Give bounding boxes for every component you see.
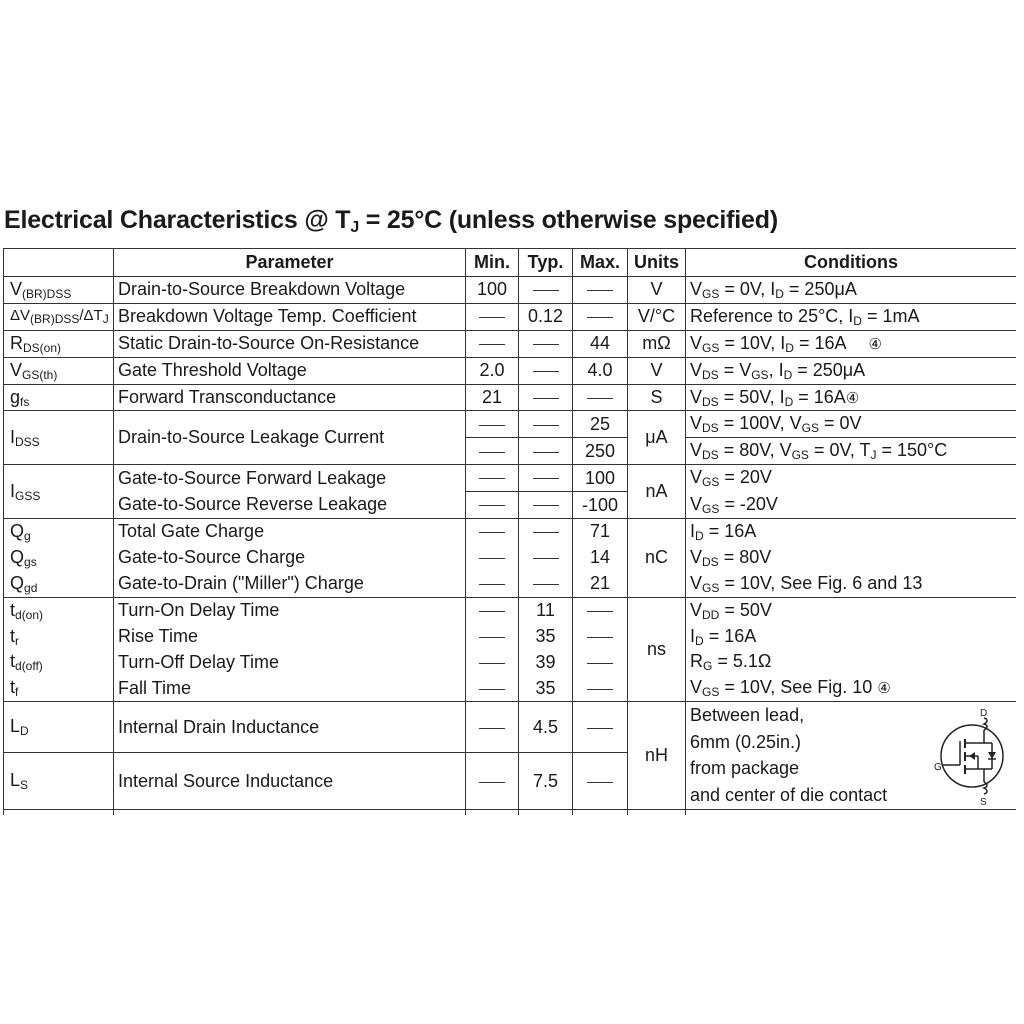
typ-cell: [519, 384, 573, 411]
table-row: [4, 545, 1017, 571]
footnote-4-icon: ④: [868, 335, 882, 353]
typ-cell: 35: [519, 624, 573, 650]
max-cell: [573, 624, 628, 650]
max-cell: [573, 753, 628, 810]
min-cell: [466, 702, 519, 753]
parameter-cell: Gate-to-Drain ("Miller") Charge: [114, 571, 466, 597]
svg-text:G: G: [934, 762, 942, 774]
symbol-cell: $t_{d(on)}$: [4, 597, 114, 623]
max-cell: 71: [573, 519, 628, 545]
typ-cell: [519, 571, 573, 597]
table-row: [4, 357, 1017, 384]
footnote-4-icon: ④: [877, 680, 891, 698]
min-cell: [466, 438, 519, 465]
parameter-cell: Internal Drain Inductance: [114, 702, 466, 753]
typ-cell: 7.5: [519, 753, 573, 810]
max-cell: [573, 649, 628, 675]
table-header-row: [4, 249, 1017, 277]
parameter-cell: Turn-Off Delay Time: [114, 649, 466, 675]
units-cell: V: [628, 357, 686, 384]
symbol-cell: $Q_{gd}$: [4, 571, 114, 597]
symbol-cell: $L_D$: [4, 702, 114, 753]
parameter-cell: Internal Source Inductance: [114, 753, 466, 810]
table-row: [4, 384, 1017, 411]
svg-text:S: S: [980, 797, 987, 807]
conditions-cell: [686, 702, 1017, 810]
inductance-conditions: Between lead, 6mm (0.25in.) from package and center of die contact: [690, 705, 888, 805]
conditions-cell: $V_{GS} = 20V$: [686, 465, 1017, 492]
electrical-characteristics-table: [3, 248, 1016, 815]
min-cell: [466, 649, 519, 675]
table-row-cut-off: [4, 810, 1017, 815]
symbol-cell: $I_{DSS}$: [4, 411, 114, 465]
header-conditions: Conditions: [686, 249, 1017, 277]
conditions-cell: Reference to 25°C, $I_D = 1mA$: [686, 303, 1017, 330]
min-cell: [466, 330, 519, 357]
symbol-cell: $V_{(BR)DSS}$: [4, 277, 114, 304]
typ-cell: [519, 492, 573, 519]
min-cell: 100: [466, 277, 519, 304]
symbol-cell: $R_{DS(on)}$: [4, 330, 114, 357]
conditions-cell: $V_{DS} = V_{GS}$, $I_D = 250\mu A$: [686, 357, 1017, 384]
symbol-cell: $t_f$: [4, 675, 114, 701]
typ-cell: 11: [519, 597, 573, 623]
header-units: Units: [628, 249, 686, 277]
conditions-cell: $V_{DS} = 50V$, $I_D$ = 16A④: [686, 384, 1017, 411]
symbol-cell: $Q_g$: [4, 519, 114, 545]
max-cell: 4.0: [573, 357, 628, 384]
conditions-cell: $V_{GS} = 0V$, $I_D = 250\mu A$: [686, 277, 1017, 304]
conditions-cell: $V_{DS} = 100V$, $V_{GS} = 0V$: [686, 411, 1017, 438]
typ-cell: [519, 465, 573, 492]
symbol-cell: $L_S$: [4, 753, 114, 810]
table-row: [4, 519, 1017, 545]
header-max: Max.: [573, 249, 628, 277]
units-cell: nH: [628, 702, 686, 810]
min-cell: [466, 411, 519, 438]
parameter-cell: Forward Transconductance: [114, 384, 466, 411]
units-cell: V: [628, 277, 686, 304]
min-cell: [466, 624, 519, 650]
typ-cell: [519, 411, 573, 438]
parameter-cell: Gate Threshold Voltage: [114, 357, 466, 384]
symbol-cell: $I_{GSS}$: [4, 465, 114, 519]
max-cell: 44: [573, 330, 628, 357]
parameter-cell: Fall Time: [114, 675, 466, 701]
min-cell: [466, 545, 519, 571]
max-cell: 100: [573, 465, 628, 492]
header-parameter: Parameter: [114, 249, 466, 277]
min-cell: [466, 675, 519, 701]
min-cell: [466, 465, 519, 492]
max-cell: 14: [573, 545, 628, 571]
typ-cell: [519, 330, 573, 357]
table-row: [4, 624, 1017, 650]
table-row: [4, 571, 1017, 597]
conditions-cell: $I_D = 16A$: [686, 519, 1017, 545]
min-cell: [466, 303, 519, 330]
typ-cell: 0.12: [519, 303, 573, 330]
parameter-cell: Turn-On Delay Time: [114, 597, 466, 623]
typ-cell: [519, 545, 573, 571]
parameter-cell: Gate-to-Source Reverse Leakage: [114, 492, 466, 519]
conditions-cell: $I_D = 16A$: [686, 624, 1017, 650]
header-typ: Typ.: [519, 249, 573, 277]
conditions-cell: $V_{DS} = 80V$: [686, 545, 1017, 571]
parameter-cell: Gate-to-Source Charge: [114, 545, 466, 571]
min-cell: [466, 753, 519, 810]
footnote-4-icon: ④: [845, 389, 860, 407]
parameter-cell: Drain-to-Source Leakage Current: [114, 411, 466, 465]
parameter-cell: Total Gate Charge: [114, 519, 466, 545]
units-cell: S: [628, 384, 686, 411]
parameter-cell: Static Drain-to-Source On-Resistance: [114, 330, 466, 357]
header-min: Min.: [466, 249, 519, 277]
max-cell: [573, 597, 628, 623]
max-cell: [573, 675, 628, 701]
symbol-cell: $\Delta V_{(BR)DSS}/\Delta T_J$: [4, 303, 114, 330]
typ-cell: 39: [519, 649, 573, 675]
typ-cell: 35: [519, 675, 573, 701]
min-cell: [466, 597, 519, 623]
max-cell: [573, 303, 628, 330]
max-cell: [573, 277, 628, 304]
table-row: [4, 675, 1017, 701]
min-cell: [466, 571, 519, 597]
max-cell: 250: [573, 438, 628, 465]
max-cell: -100: [573, 492, 628, 519]
symbol-cell: $t_{d(off)}$: [4, 649, 114, 675]
max-cell: 25: [573, 411, 628, 438]
table-row: [4, 702, 1017, 753]
table-row: [4, 465, 1017, 492]
units-cell: μA: [628, 411, 686, 465]
table-row: [4, 277, 1017, 304]
units-cell: ns: [628, 597, 686, 702]
typ-cell: [519, 519, 573, 545]
conditions-cell: $V_{DS} = 80V$, $V_{GS} = 0V$, $T_J = 150^\circ C$: [686, 438, 1017, 465]
max-cell: 21: [573, 571, 628, 597]
table-row: [4, 597, 1017, 623]
parameter-cell: Drain-to-Source Breakdown Voltage: [114, 277, 466, 304]
max-cell: [573, 384, 628, 411]
typ-cell: [519, 357, 573, 384]
table-row: [4, 492, 1017, 519]
conditions-cell: $V_{DD} = 50V$: [686, 597, 1017, 623]
symbol-cell: $t_r$: [4, 624, 114, 650]
min-cell: [466, 519, 519, 545]
units-cell: mΩ: [628, 330, 686, 357]
parameter-cell: Breakdown Voltage Temp. Coefficient: [114, 303, 466, 330]
typ-cell: 4.5: [519, 702, 573, 753]
conditions-cell: $V_{GS} = 10V$, See Fig. 10 ④: [686, 675, 1017, 701]
typ-cell: [519, 438, 573, 465]
units-cell: nC: [628, 519, 686, 598]
table-row: [4, 303, 1017, 330]
typ-cell: [519, 277, 573, 304]
symbol-cell: $Q_{gs}$: [4, 545, 114, 571]
units-cell: V/°C: [628, 303, 686, 330]
min-cell: 2.0: [466, 357, 519, 384]
svg-text:D: D: [980, 708, 988, 720]
conditions-cell: $V_{GS} = 10V$, $I_D = 16A$ ④: [686, 330, 1017, 357]
symbol-cell: $g_{fs}$: [4, 384, 114, 411]
conditions-cell: $R_G = 5.1\Omega$: [686, 649, 1017, 675]
symbol-cell: $V_{GS(th)}$: [4, 357, 114, 384]
table-row: [4, 411, 1017, 438]
mosfet-symbol-icon: [934, 708, 1006, 806]
table-row: [4, 649, 1017, 675]
parameter-cell: Gate-to-Source Forward Leakage: [114, 465, 466, 492]
conditions-cell: $V_{GS} = -20V$: [686, 492, 1017, 519]
max-cell: [573, 702, 628, 753]
min-cell: 21: [466, 384, 519, 411]
conditions-cell: $V_{GS} = 10V$, See Fig. 6 and 13: [686, 571, 1017, 597]
table-row: [4, 330, 1017, 357]
section-title: Electrical Characteristics @ $T_J = 25^\circ C$ (unless otherwise specified): [4, 206, 778, 236]
min-cell: [466, 492, 519, 519]
header-symbol: [4, 249, 114, 277]
units-cell: nA: [628, 465, 686, 519]
parameter-cell: Rise Time: [114, 624, 466, 650]
